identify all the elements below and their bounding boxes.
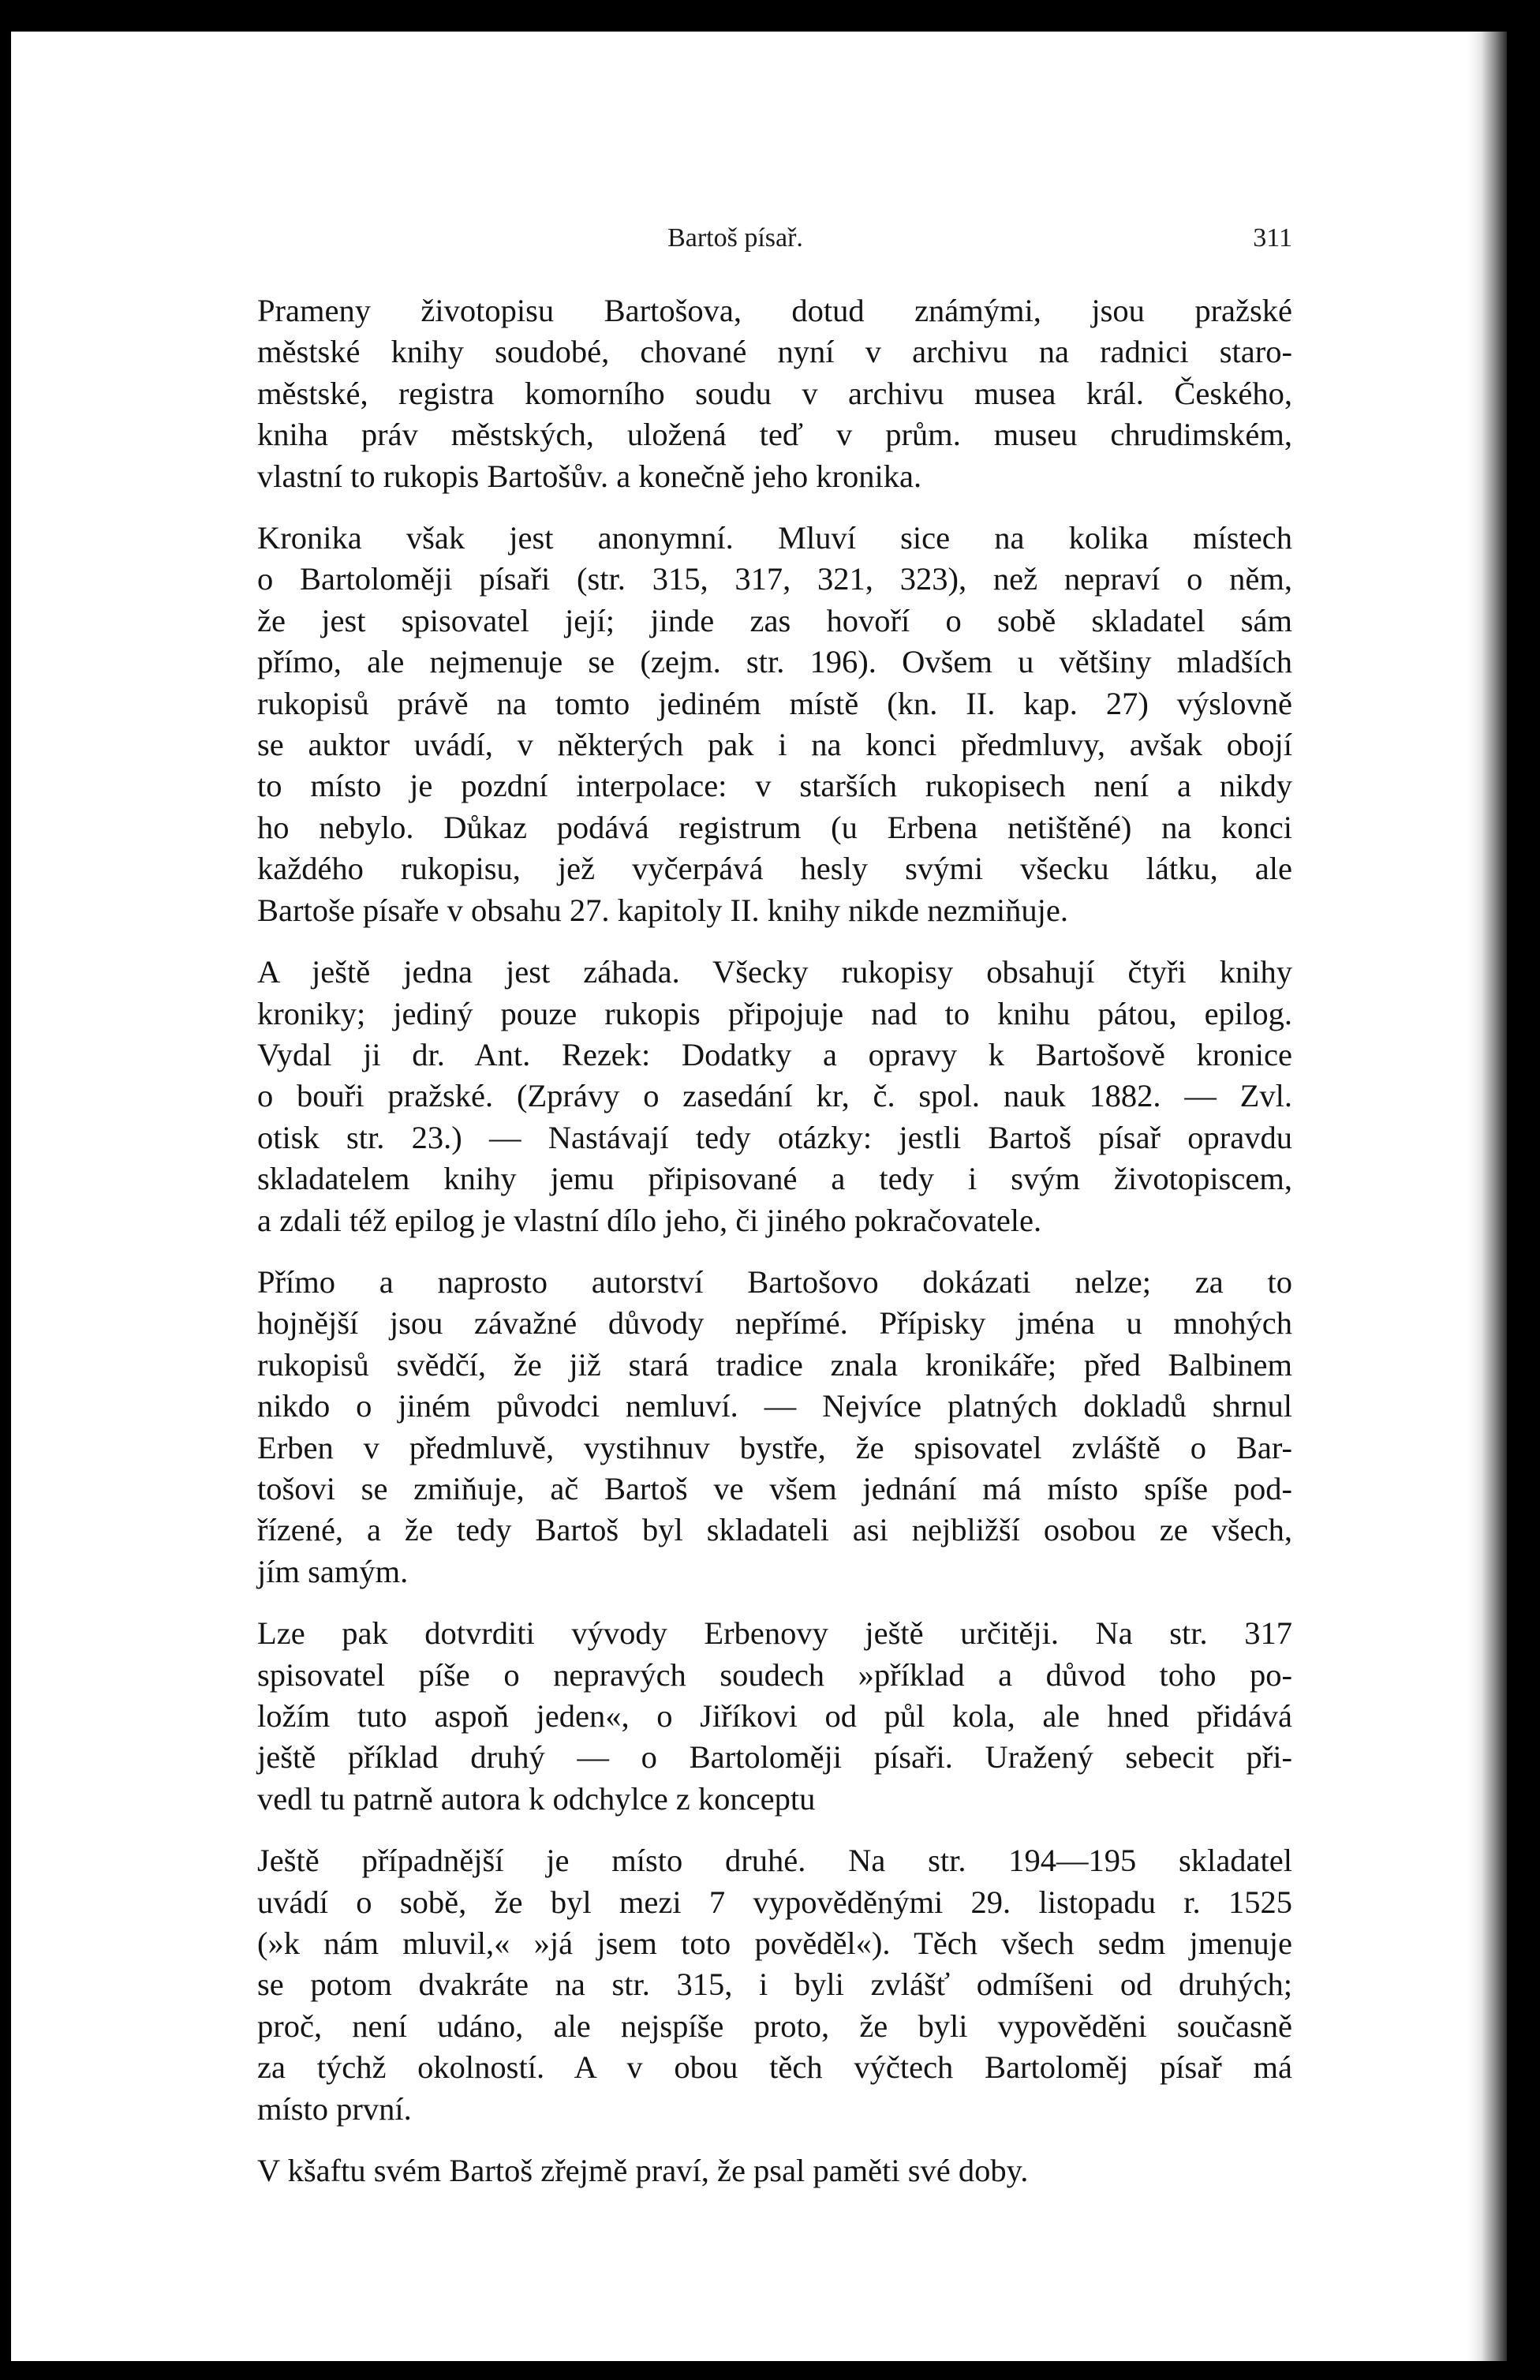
text-line: (»k nám mluvil,« »já jsem toto pověděl«). Těch všech sedm jmenuje: [257, 1925, 1292, 1962]
text-line: každého rukopisu, jež vyčerpává hesly svými všecku látku, ale: [257, 851, 1292, 887]
text-line: skladatelem knihy jemu připisované a tedy i svým životopiscem,: [257, 1161, 1292, 1197]
text-line: jím samým.: [257, 1553, 409, 1589]
page-header: [178, 223, 1292, 260]
page-number: 311: [1253, 223, 1292, 253]
text-line: městské knihy soudobé, chované nyní v archivu na radnici staro-: [257, 334, 1292, 370]
text-line: to místo je pozdní interpolace: v starších rukopisech není a nikdy: [257, 768, 1292, 804]
text-line: tošovi se zmiňuje, ač Bartoš ve všem jednání má místo spíše pod-: [257, 1470, 1292, 1506]
text-line: rukopisů právě na tomto jediném místě (kn. II. kap. 27) výslovně: [257, 685, 1292, 721]
paragraph: [178, 518, 1292, 931]
text-line: se potom dvakráte na str. 315, i byli zvlášť odmíšeni od druhých;: [257, 1966, 1292, 2003]
text-line: Vydal ji dr. Ant. Rezek: Dodatky a opravy k Bartošově kronice: [257, 1036, 1292, 1072]
text-line: Prameny životopisu Bartošova, dotud známými, jsou pražské: [257, 293, 1292, 328]
text-line: přímo, ale nejmenuje se (zejm. str. 196). Ovšem u většiny mladších: [257, 644, 1292, 680]
text-line: za týchž okolností. A v obou těch výčtech Bartoloměj písař má: [257, 2049, 1292, 2086]
text-line: místo první.: [257, 2090, 412, 2127]
paragraph: [178, 2150, 1292, 2191]
text-line: Kronika však jest anonymní. Mluví sice na kolika místech: [257, 520, 1292, 556]
text-line: řízené, a že tedy Bartoš byl skladateli asi nejbližší osobou ze všech,: [257, 1512, 1292, 1548]
text-line: vlastní to rukopis Bartošův. a konečně jeho kronika.: [257, 458, 922, 494]
text-line: Bartoše písaře v obsahu 27. kapitoly II. knihy nikde nezmiňuje.: [257, 892, 1069, 928]
text-line: rukopisů svědčí, že již stará tradice znala kronikáře; před Balbinem: [257, 1346, 1292, 1383]
text-line: Lze pak dotvrditi vývody Erbenovy ještě určitěji. Na str. 317: [257, 1615, 1292, 1652]
text-line: ložím tuto aspoň jeden«, o Jiříkovi od půl kola, ale hned přidává: [257, 1698, 1292, 1734]
text-line: ho nebylo. Důkaz podává registrum (u Erbena netištěné) na konci: [257, 809, 1292, 845]
body-text: [178, 290, 1292, 2191]
text-line: spisovatel píše o nepravých soudech »příklad a důvod toho po-: [257, 1656, 1292, 1693]
text-line: o bouři pražské. (Zprávy o zasedání kr, č. spol. nauk 1882. — Zvl.: [257, 1078, 1292, 1114]
paragraph: [178, 952, 1292, 1241]
text-line: nikdo o jiném původci nemluví. — Nejvíce platných dokladů shrnul: [257, 1388, 1292, 1424]
text-line: Přímo a naprosto autorství Bartošovo dokázati nelze; za to: [257, 1263, 1292, 1300]
paragraph: [178, 1840, 1292, 2130]
running-title: Bartoš písař.: [667, 223, 803, 253]
text-line: V kšaftu svém Bartoš zřejmě praví, že psal paměti své doby.: [257, 2153, 1029, 2189]
text-line: kroniky; jediný pouze rukopis připojuje nad to knihu pátou, epilog.: [257, 995, 1292, 1031]
text-line: hojnější jsou závažné důvody nepřímé. Přípisky jména u mnohých: [257, 1305, 1292, 1342]
text-line: se auktor uvádí, v některých pak i na konci předmluvy, avšak obojí: [257, 727, 1292, 763]
text-line: A ještě jedna jest záhada. Všecky rukopisy obsahují čtyři knihy: [257, 954, 1292, 990]
text-line: vedl tu patrně autora k odchylce z konceptu: [257, 1780, 816, 1817]
text-line: a zdali též epilog je vlastní dílo jeho, či jiného pokračovatele.: [257, 1202, 1042, 1238]
text-line: otisk str. 23.) — Nastávají tedy otázky: jestli Bartoš písař opravdu: [257, 1119, 1292, 1155]
text-line: Erben v předmluvě, vystihnuv bystře, že spisovatel zvláště o Bar-: [257, 1429, 1292, 1465]
page-edge-shadow: [1467, 32, 1507, 2361]
paragraph: [178, 1262, 1292, 1592]
text-line: že jest spisovatel její; jinde zas hovoří o sobě skladatel sám: [257, 602, 1292, 638]
text-line: městské, registra komorního soudu v archivu musea král. Českého,: [257, 375, 1292, 411]
text-line: uvádí o sobě, že byl mezi 7 vypověděnými 29. listopadu r. 1525: [257, 1884, 1292, 1920]
text-line: Ještě případnější je místo druhé. Na str. 194—195 skladatel: [257, 1843, 1292, 1879]
text-line: proč, není udáno, ale nejspíše proto, že byli vypověděni současně: [257, 2008, 1292, 2044]
text-line: ještě příklad druhý — o Bartoloměji písaři. Uražený sebecit při-: [257, 1739, 1292, 1776]
paragraph: [178, 1613, 1292, 1820]
paragraph: [178, 290, 1292, 497]
text-line: o Bartoloměji písaři (str. 315, 317, 321, 323), než nepraví o něm,: [257, 561, 1292, 597]
text-line: kniha práv městských, uložená teď v prům. museu chrudimském,: [257, 417, 1292, 453]
